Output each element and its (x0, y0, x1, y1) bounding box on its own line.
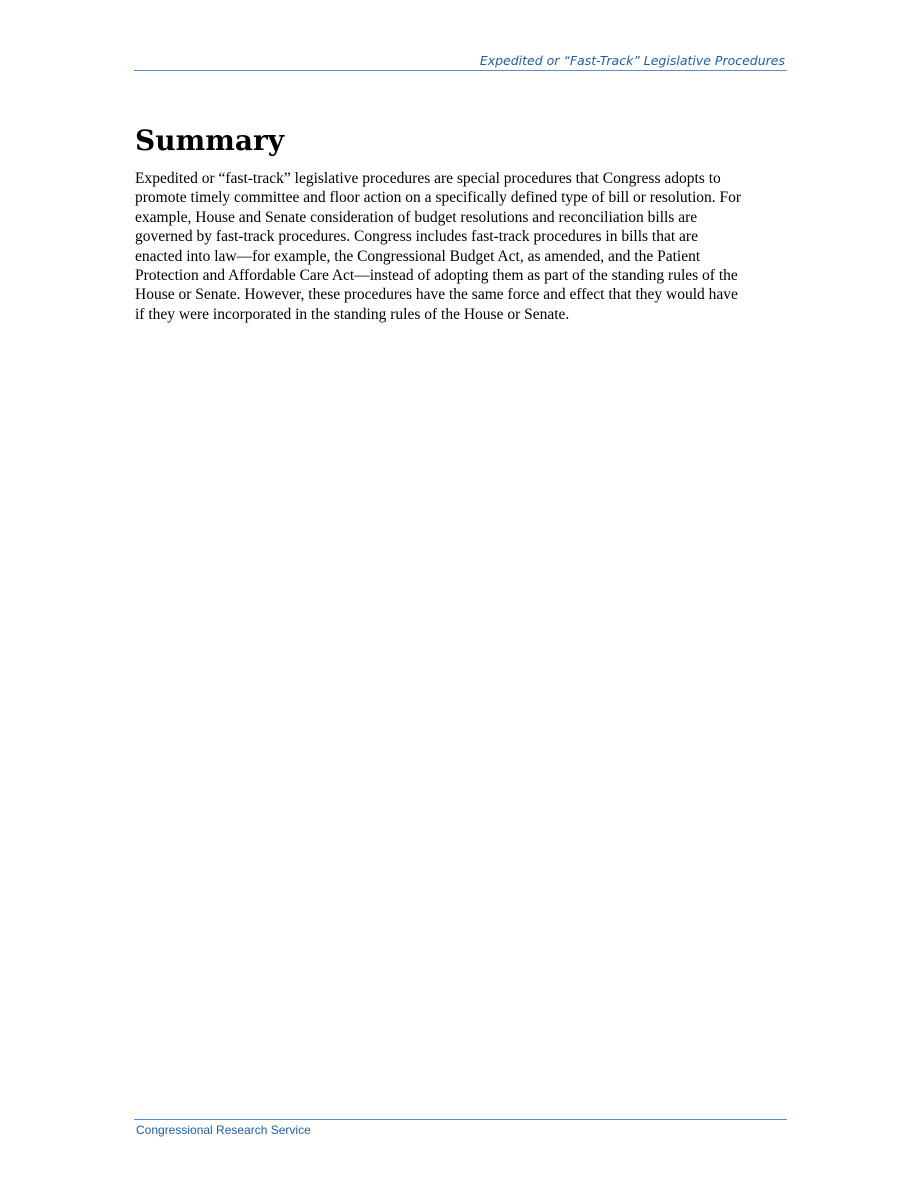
summary-paragraph (135, 169, 795, 324)
summary-line: example, House and Senate consideration of budget resolutions and reconciliation bills are (135, 208, 698, 226)
footer-divider (134, 1119, 787, 1120)
summary-line: Protection and Affordable Care Act—instead of adopting them as part of the standing rules of the (135, 267, 738, 285)
summary-line: governed by fast-track procedures. Congress includes fast-track procedures in bills that are (135, 228, 698, 246)
summary-line: if they were incorporated in the standing rules of the House or Senate. (135, 305, 570, 323)
summary-line: promote timely committee and floor action on a specifically defined type of bill or resolution. For (135, 189, 742, 207)
summary-line: House or Senate. However, these procedures have the same force and effect that they would have (135, 286, 738, 304)
running-header (134, 54, 787, 71)
summary-line: Expedited or “fast-track” legislative procedures are special procedures that Congress adopts to (135, 170, 721, 187)
summary-line: enacted into law—for example, the Congressional Budget Act, as amended, and the Patient (135, 247, 701, 265)
summary-heading: Summary (135, 124, 284, 157)
footer-publisher: Congressional Research Service (136, 1123, 311, 1137)
running-header-title: Expedited or “Fast-Track” Legislative Procedures (479, 53, 785, 68)
